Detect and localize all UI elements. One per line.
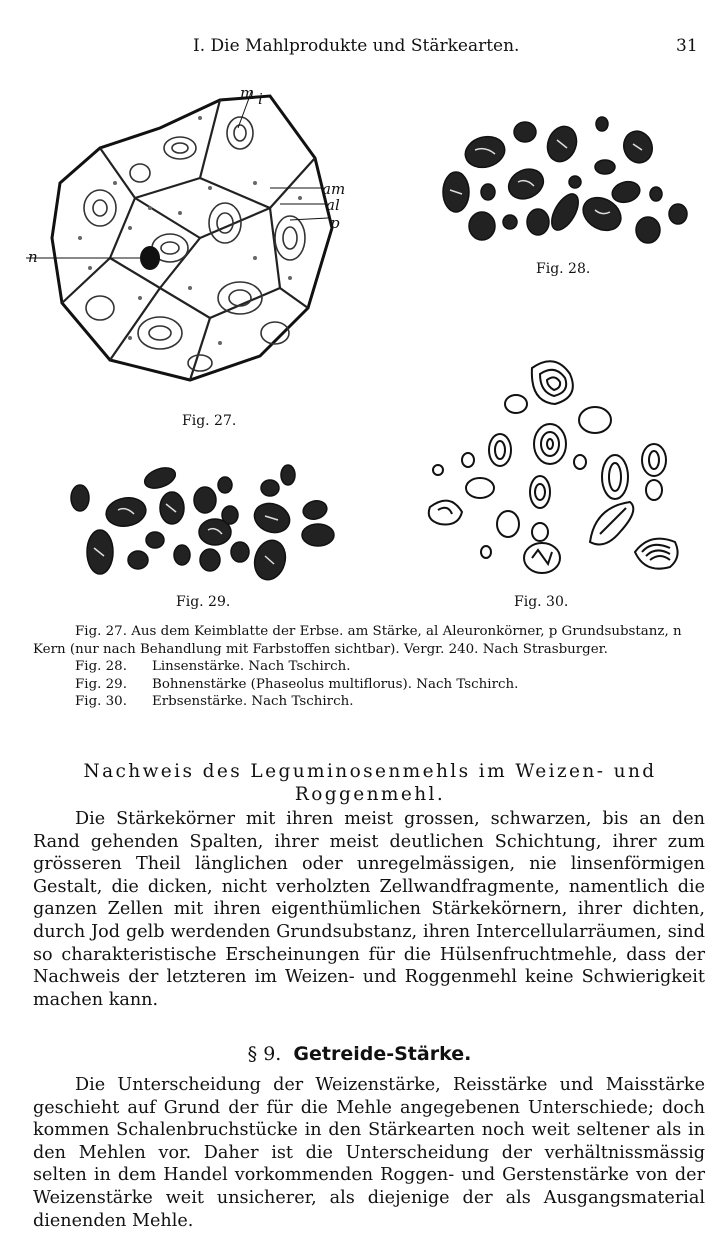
fig27-letter-al: al	[326, 196, 340, 214]
fig27-label: Fig. 27.	[182, 413, 237, 429]
caption-fig28	[33, 658, 705, 676]
caption-fig30-label: Fig. 30.	[75, 694, 127, 709]
section-heading: Nachweis des Leguminosenmehls im Weizen- und Roggenmehl.	[83, 761, 657, 805]
paragraph-leguminosen	[33, 808, 705, 1011]
caption-fig30-text: Erbsenstärke. Nach Tschirch.	[152, 694, 354, 709]
caption-fig29-label: Fig. 29.	[75, 676, 127, 692]
fig29-illustration	[60, 460, 350, 585]
paragraph-2-text: Die Unterscheidung der Weizenstärke, Reisstärke und Maisstärke geschieht auf Grund der für die Mehle angegebenen Unterschiede; doch kommen Schalenbruchstücke in den Stärkearten noch weit seltener als in den Mehlen vor. Daher ist die Unterscheidung der verhältnissmässig selten in dem Handel vorkommenden Roggen- und Gerstenstärke von der Weizenstärke weit unsicherer, als diejenige der als Ausgangsmaterial dienenden Mehle.	[33, 1075, 705, 1231]
fig27-outline	[52, 96, 332, 380]
fig27-illustration	[40, 88, 340, 398]
page-number: 31	[676, 36, 698, 56]
fig27-letter-m: m	[240, 84, 255, 102]
fig29-label: Fig. 29.	[176, 594, 231, 610]
fig30-illustration	[420, 352, 700, 582]
fig27-letter-i: i	[258, 90, 263, 108]
section-9-title: Getreide-Stärke.	[293, 1043, 472, 1065]
paragraph-1-text: Die Stärkekörner mit ihren meist grossen, schwarzen, bis an den Rand gehenden Spalten, ihrer meist deutlichen Schichtung, ihrer zum grösseren Theil länglichen oder unregelmässigen, nie linsenförmigen Gestalt, die dicken, nicht verholzten Zellwandfragmente, namentlich die ganzen Zellen mit ihren eigenthümlichen Stärkekörnern, ihrer dichten, durch Jod gelb werdenden Grundsubstanz, ihren Intercellularräumen, sind so charakteristische Erscheinungen für die Hülsenfruchtmehle, dass der Nachweis der letzteren im Weizen- und Roggenmehl keine Schwierigkeit machen kann.	[33, 809, 705, 1010]
section-9-heading	[0, 1043, 719, 1065]
fig28-illustration	[430, 112, 700, 252]
caption-fig29	[33, 676, 705, 694]
fig27-letter-am: am	[322, 180, 346, 198]
caption-fig27: Fig. 27. Aus dem Keimblatte der Erbse. am Stärke, al Aleuronkörner, p Grundsubstanz, n Kern (nur nach Behandlung mit Farbstoffen sichtbar). Vergr. 240. Nach Strasburger.	[33, 624, 682, 657]
caption-fig28-label: Fig. 28.	[75, 659, 127, 674]
fig30-label: Fig. 30.	[514, 594, 569, 610]
caption-fig30	[33, 693, 705, 711]
paragraph-getreide	[33, 1074, 705, 1232]
fig27-nucleus	[140, 246, 160, 270]
fig27-aleuron-grains	[78, 116, 302, 345]
fig28-label: Fig. 28.	[536, 261, 591, 277]
caption-fig28-text: Linsenstärke. Nach Tschirch.	[152, 659, 351, 674]
fig27-letter-n: n	[28, 248, 38, 266]
figure-captions	[33, 623, 705, 711]
running-title: I. Die Mahlprodukte und Stärkearten.	[193, 36, 520, 56]
fig27-letter-p: p	[330, 214, 340, 232]
section-9-number: § 9.	[247, 1043, 282, 1065]
caption-fig29-text: Bohnenstärke (Phaseolus multiflorus). Nach Tschirch.	[152, 676, 519, 692]
running-header	[0, 36, 719, 60]
